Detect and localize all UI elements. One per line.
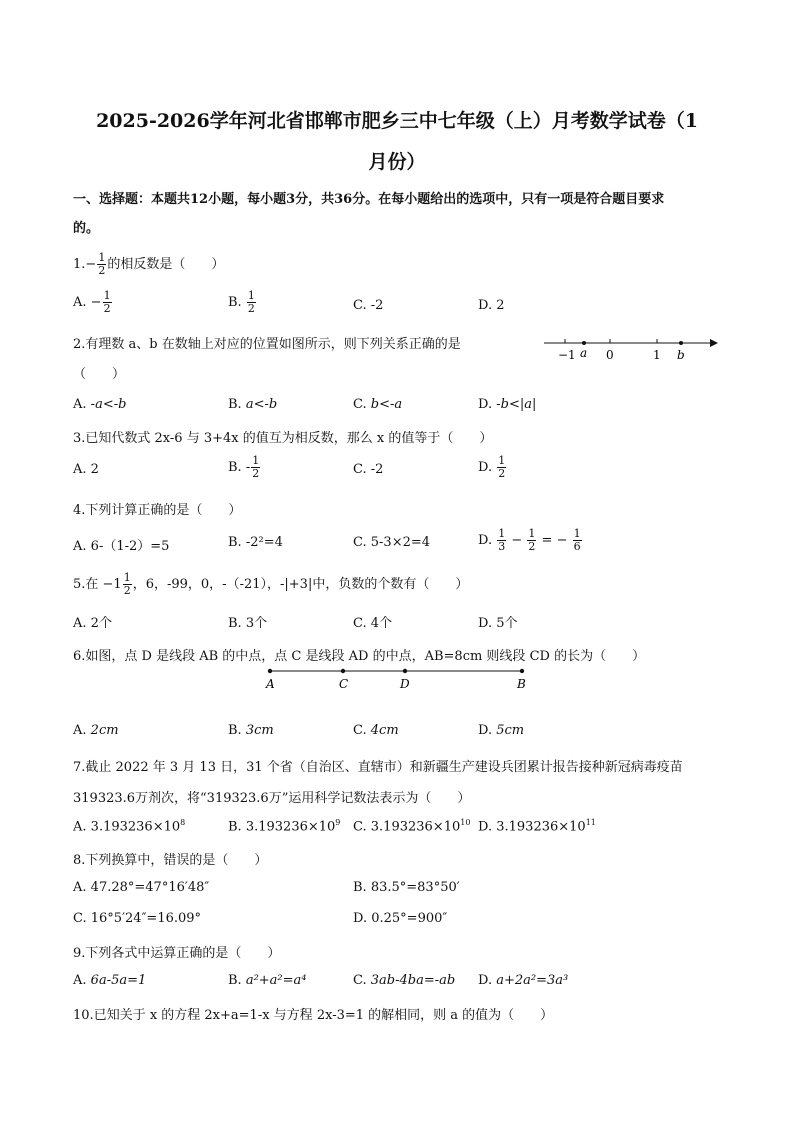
section-heading-continued: 的。	[73, 221, 100, 236]
option-text: a+2a²=3a³	[496, 973, 569, 988]
tick-label: b	[677, 348, 685, 362]
exponent: 9	[335, 818, 341, 827]
option-a[interactable]	[73, 973, 146, 988]
option-text: -2	[370, 298, 384, 313]
fraction	[497, 528, 506, 553]
option-label: D.	[478, 533, 493, 548]
denominator: 2	[123, 584, 131, 597]
numerator: 1	[123, 571, 131, 584]
denominator: 2	[98, 264, 106, 277]
option-c[interactable]	[73, 911, 201, 926]
question-number: 9.	[73, 946, 86, 961]
option-label: A.	[73, 616, 87, 631]
option-text: 47.28°=47°16′48″	[90, 880, 210, 895]
option-label: A.	[73, 973, 87, 988]
point-label: B	[517, 677, 526, 691]
tick-label: −1	[558, 348, 576, 362]
option-d[interactable]: D. $\frac{1}{3}$ − $\frac{1}{2}$ = − $\frac{1}{6}$	[478, 527, 581, 553]
option-text: 3.193236×10	[496, 819, 586, 835]
option-label: D.	[478, 819, 493, 835]
option-label: C.	[73, 911, 87, 926]
option-label: A.	[73, 462, 87, 477]
option-c[interactable]	[353, 298, 383, 313]
option-label: B.	[228, 295, 242, 310]
option-a[interactable]	[73, 880, 209, 895]
option-text: 5个	[496, 616, 518, 631]
point-a	[582, 341, 586, 345]
question-stem: 截止 2022 年 3 月 13 日，31 个省（自治区、直辖市）和新疆生产建设兵团累计报告接种新冠病毒疫苗	[85, 760, 683, 775]
exponent: 11	[585, 818, 596, 827]
option-text: 3个	[245, 616, 268, 631]
option-label: B.	[228, 819, 242, 835]
question-2	[73, 333, 461, 352]
option-label: D.	[478, 973, 493, 988]
option-d[interactable]	[478, 612, 518, 631]
option-a[interactable]	[73, 818, 185, 834]
question-number: 7.	[73, 760, 86, 775]
number-line-figure	[540, 332, 722, 364]
option-text: 3.193236×10	[245, 819, 336, 835]
option-text: 2	[90, 462, 99, 477]
fraction	[247, 290, 256, 315]
question-number: 10.	[73, 1008, 94, 1023]
option-label: C.	[353, 462, 367, 477]
numerator: 1	[573, 527, 581, 540]
option-b[interactable]	[228, 455, 261, 480]
option-text: 2	[496, 298, 505, 313]
option-label: A.	[73, 880, 87, 895]
option-d[interactable]	[478, 298, 505, 313]
point-b	[679, 341, 683, 345]
option-c[interactable]	[353, 818, 470, 834]
option-d[interactable]	[353, 911, 447, 926]
question-1	[73, 252, 224, 277]
option-text: 2cm	[90, 723, 119, 738]
option-text: 0.25°=900″	[371, 911, 448, 926]
option-a[interactable]	[73, 723, 119, 738]
point-c	[341, 669, 345, 673]
option-b[interactable]	[228, 535, 283, 550]
option-b[interactable]	[228, 723, 274, 738]
page-title: 2025-2026学年河北省邯郸市肥乡三中七年级（上）月考数学试卷（1	[96, 110, 698, 132]
fraction	[573, 528, 582, 553]
question-9	[73, 942, 280, 961]
option-d[interactable]	[478, 818, 596, 834]
option-text: 3.193236×10	[370, 819, 461, 835]
option-a[interactable]	[73, 612, 112, 631]
point-b	[520, 669, 524, 673]
question-stem: 在 −1	[85, 577, 122, 592]
option-label: A.	[73, 723, 87, 738]
option-label: D.	[478, 298, 493, 313]
option-text: -a<-b	[90, 397, 127, 412]
option-text: 3ab-4ba=-ab	[370, 973, 456, 988]
point-d	[403, 669, 407, 673]
denominator: 3	[498, 540, 506, 553]
numerator: 1	[498, 527, 506, 540]
option-a[interactable]	[73, 290, 113, 315]
option-b[interactable]	[228, 397, 277, 412]
question-10	[73, 1004, 553, 1023]
option-b[interactable]	[228, 612, 267, 631]
fraction	[497, 455, 506, 480]
option-text: 5cm	[496, 723, 525, 738]
option-label: B.	[228, 460, 242, 475]
option-label: B.	[228, 616, 242, 631]
page-title-continued: 月份）	[368, 151, 426, 173]
denominator: 2	[103, 302, 111, 315]
option-d[interactable]	[478, 973, 568, 988]
question-7	[73, 756, 683, 775]
option-text: 16°5′24″=16.09°	[90, 911, 202, 926]
option-b[interactable]	[228, 973, 307, 988]
option-text: a<-b	[245, 397, 278, 412]
section-heading: 一、选择题：本题共12小题，每小题3分，共36分。在每小题给出的选项中，只有一项是符合题目要求	[73, 192, 665, 207]
exponent: 10	[460, 818, 471, 827]
option-label: B.	[353, 880, 367, 895]
denominator: 6	[573, 540, 581, 553]
option-a[interactable]	[73, 535, 169, 554]
numerator: 1	[103, 289, 111, 302]
option-text: = −	[541, 533, 568, 548]
question-number: 6.	[73, 649, 86, 664]
option-b[interactable]	[228, 818, 340, 834]
question-stem-continued: ，6，-99，0，-（-21），-|+3|中，负数的个数有（ ）	[132, 577, 469, 592]
option-label: C.	[353, 973, 367, 988]
option-a[interactable]	[73, 397, 126, 412]
question-number: 8.	[73, 853, 86, 868]
question-8	[73, 849, 267, 868]
question-number: 5.	[73, 577, 86, 592]
option-text: -2²=4	[245, 535, 283, 550]
fraction	[97, 252, 106, 277]
question-stem: 下列各式中运算正确的是（ ）	[85, 946, 281, 961]
option-label: C.	[353, 819, 367, 835]
option-label: D.	[353, 911, 368, 926]
numerator: 1	[252, 454, 260, 467]
minus-sign: −	[90, 295, 102, 310]
option-text: -2	[370, 462, 384, 477]
minus-sign: −	[85, 257, 97, 272]
option-text: -b<|a|	[496, 397, 537, 412]
option-d[interactable]	[478, 455, 507, 480]
question-number: 4.	[73, 503, 86, 518]
point-label: D	[400, 677, 410, 691]
question-5	[73, 572, 468, 597]
option-c[interactable]	[353, 612, 392, 631]
point-label: A	[266, 677, 275, 691]
question-3	[73, 427, 492, 446]
option-label: D.	[478, 397, 493, 412]
denominator: 2	[528, 540, 536, 553]
option-text: 6-（1-2）=5	[90, 539, 170, 554]
option-d[interactable]	[478, 397, 536, 412]
question-stem: 如图，点 D 是线段 AB 的中点，点 C 是线段 AD 的中点，AB=8cm 则线段 CD 的长为（ ）	[85, 649, 646, 664]
numerator: 1	[528, 527, 536, 540]
option-label: D.	[478, 616, 493, 631]
option-label: B.	[228, 723, 242, 738]
option-label: C.	[353, 397, 367, 412]
option-label: B.	[228, 535, 242, 550]
option-label: D.	[478, 723, 493, 738]
question-stem: 的相反数是（ ）	[107, 257, 225, 272]
tick-label: 1	[653, 348, 661, 362]
option-text: a²+a²=a⁴	[245, 973, 307, 988]
question-number: 2.	[73, 337, 86, 352]
option-text: 83.5°=83°50′	[370, 880, 460, 895]
question-7-continued: 319323.6万剂次，将“319323.6万”运用科学记数法表示为（ ）	[73, 791, 471, 806]
option-c[interactable]	[353, 973, 455, 988]
option-label: B.	[228, 973, 242, 988]
option-c[interactable]	[353, 535, 430, 550]
option-c[interactable]	[353, 723, 399, 738]
question-stem: 已知代数式 2x-6 与 3+4x 的值互为相反数，那么 x 的值等于（ ）	[85, 431, 493, 446]
tick-label: a	[580, 346, 588, 360]
option-text: 3cm	[245, 723, 274, 738]
option-text: 6a-5a=1	[90, 973, 147, 988]
point-label: C	[339, 677, 349, 691]
option-b[interactable]	[228, 290, 257, 315]
option-text: b<-a	[370, 397, 403, 412]
option-c[interactable]	[353, 462, 383, 477]
question-number: 3.	[73, 431, 86, 446]
denominator: 2	[247, 302, 255, 315]
option-text: 4cm	[370, 723, 399, 738]
fraction	[527, 528, 536, 553]
option-c[interactable]	[353, 397, 402, 412]
option-label: C.	[353, 616, 367, 631]
option-text: 5-3×2=4	[370, 535, 431, 550]
option-label: A.	[73, 819, 87, 835]
point-a	[268, 669, 272, 673]
option-label: A.	[73, 539, 87, 554]
option-a[interactable]	[73, 462, 99, 477]
question-number: 1.	[73, 257, 86, 272]
option-label: A.	[73, 295, 87, 310]
option-label: B.	[228, 397, 242, 412]
option-text: 3.193236×10	[90, 819, 181, 835]
segment-figure	[262, 663, 532, 693]
option-label: A.	[73, 397, 87, 412]
question-6	[73, 645, 645, 664]
arrow-head-icon	[710, 339, 718, 347]
question-stem: 下列换算中，错误的是（ ）	[85, 853, 268, 868]
question-stem: 已知关于 x 的方程 2x+a=1-x 与方程 2x-3=1 的解相同，则 a 的值为（ ）	[93, 1008, 554, 1023]
option-label: C.	[353, 298, 367, 313]
minus-sign: -	[245, 460, 251, 475]
fraction	[123, 572, 132, 597]
option-text: 2个	[90, 616, 112, 631]
tick-label: 0	[606, 348, 614, 362]
fraction	[251, 455, 260, 480]
denominator: 2	[498, 467, 506, 480]
question-stem: 有理数 a、b 在数轴上对应的位置如图所示，则下列关系正确的是	[85, 337, 461, 352]
option-d[interactable]	[478, 723, 524, 738]
question-stem: 下列计算正确的是（ ）	[85, 503, 242, 518]
numerator: 1	[247, 289, 255, 302]
option-text: 4个	[370, 616, 393, 631]
option-label: C.	[353, 723, 367, 738]
exponent: 8	[180, 818, 186, 827]
fraction	[103, 290, 112, 315]
question-4	[73, 499, 241, 518]
numerator: 1	[498, 454, 506, 467]
option-label: D.	[478, 460, 493, 475]
numerator: 1	[98, 251, 106, 264]
denominator: 2	[252, 467, 260, 480]
option-label: C.	[353, 535, 367, 550]
question-2-continued: （ ）	[73, 367, 126, 382]
option-b[interactable]	[353, 880, 460, 895]
